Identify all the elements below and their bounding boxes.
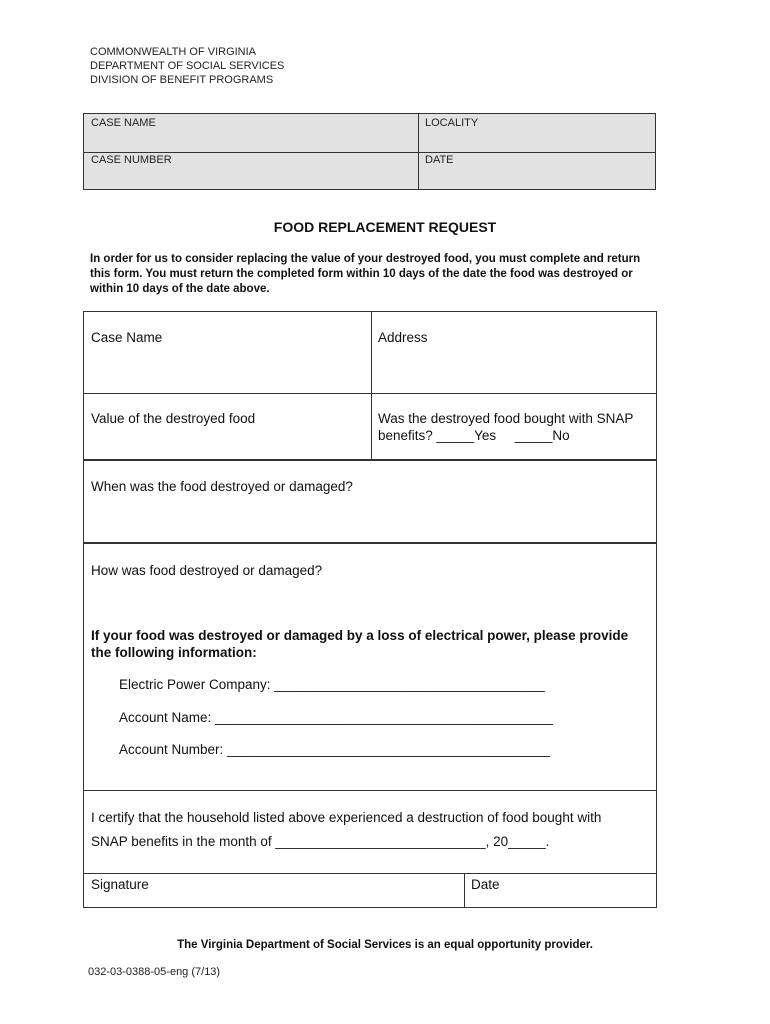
form-divider-vertical-bottom [464,873,465,907]
form-divider-row3 [84,542,656,544]
snap-question-line-2[interactable]: benefits? _____Yes _____No [378,428,570,443]
agency-line-2: DEPARTMENT OF SOCIAL SERVICES [90,60,285,72]
case-box-divider-horizontal [84,152,656,153]
snap-question-line-1: Was the destroyed food bought with SNAP [378,411,634,426]
when-destroyed-field[interactable]: When was the food destroyed or damaged? [91,479,353,494]
form-divider-row1 [84,393,656,394]
certify-line-2[interactable]: SNAP benefits in the month of ____________________________, 20_____. [91,834,550,849]
signature-date-field[interactable]: Date [471,877,500,892]
form-divider-row4 [84,790,656,791]
form-divider-row2 [84,459,656,461]
case-name-field[interactable]: Case Name [91,330,163,345]
agency-line-3: DIVISION OF BENEFIT PROGRAMS [90,74,274,86]
request-form [83,311,657,908]
equal-opportunity-statement: The Virginia Department of Social Services is an equal opportunity provider. [177,939,593,951]
case-number-label: CASE NUMBER [91,154,172,166]
form-title: FOOD REPLACEMENT REQUEST [273,219,497,235]
agency-header [90,45,284,87]
form-divider-vertical-top [371,312,372,460]
case-name-label: CASE NAME [91,117,156,129]
form-number: 032-03-0388-05-eng (7/13) [88,966,221,978]
signature-field[interactable]: Signature [91,877,149,892]
account-name-field[interactable]: Account Name: _____________________________________________ [119,710,553,725]
electric-company-field[interactable]: Electric Power Company: ____________________________________ [119,677,545,692]
locality-label: LOCALITY [425,117,479,129]
agency-line-1: COMMONWEALTH OF VIRGINIA [90,46,257,58]
address-field[interactable]: Address [378,330,428,345]
account-number-field[interactable]: Account Number: ___________________________________________ [119,742,550,757]
intro-text: In order for us to consider replacing the value of your destroyed food, you must complete and return this form. You must return the completed form within 10 days of the date the food was destroyed or within 10 days of the date above. [90,253,641,295]
power-loss-heading: If your food was destroyed or damaged by a loss of electrical power, please provide the following information: [91,628,629,660]
certify-line-1: I certify that the household listed above experienced a destruction of food bought with [91,810,602,825]
value-destroyed-field[interactable]: Value of the destroyed food [91,411,256,426]
date-label: DATE [425,154,454,166]
case-info-box [83,113,656,190]
form-divider-row5 [84,873,656,874]
how-destroyed-field[interactable]: How was food destroyed or damaged? [91,563,323,578]
